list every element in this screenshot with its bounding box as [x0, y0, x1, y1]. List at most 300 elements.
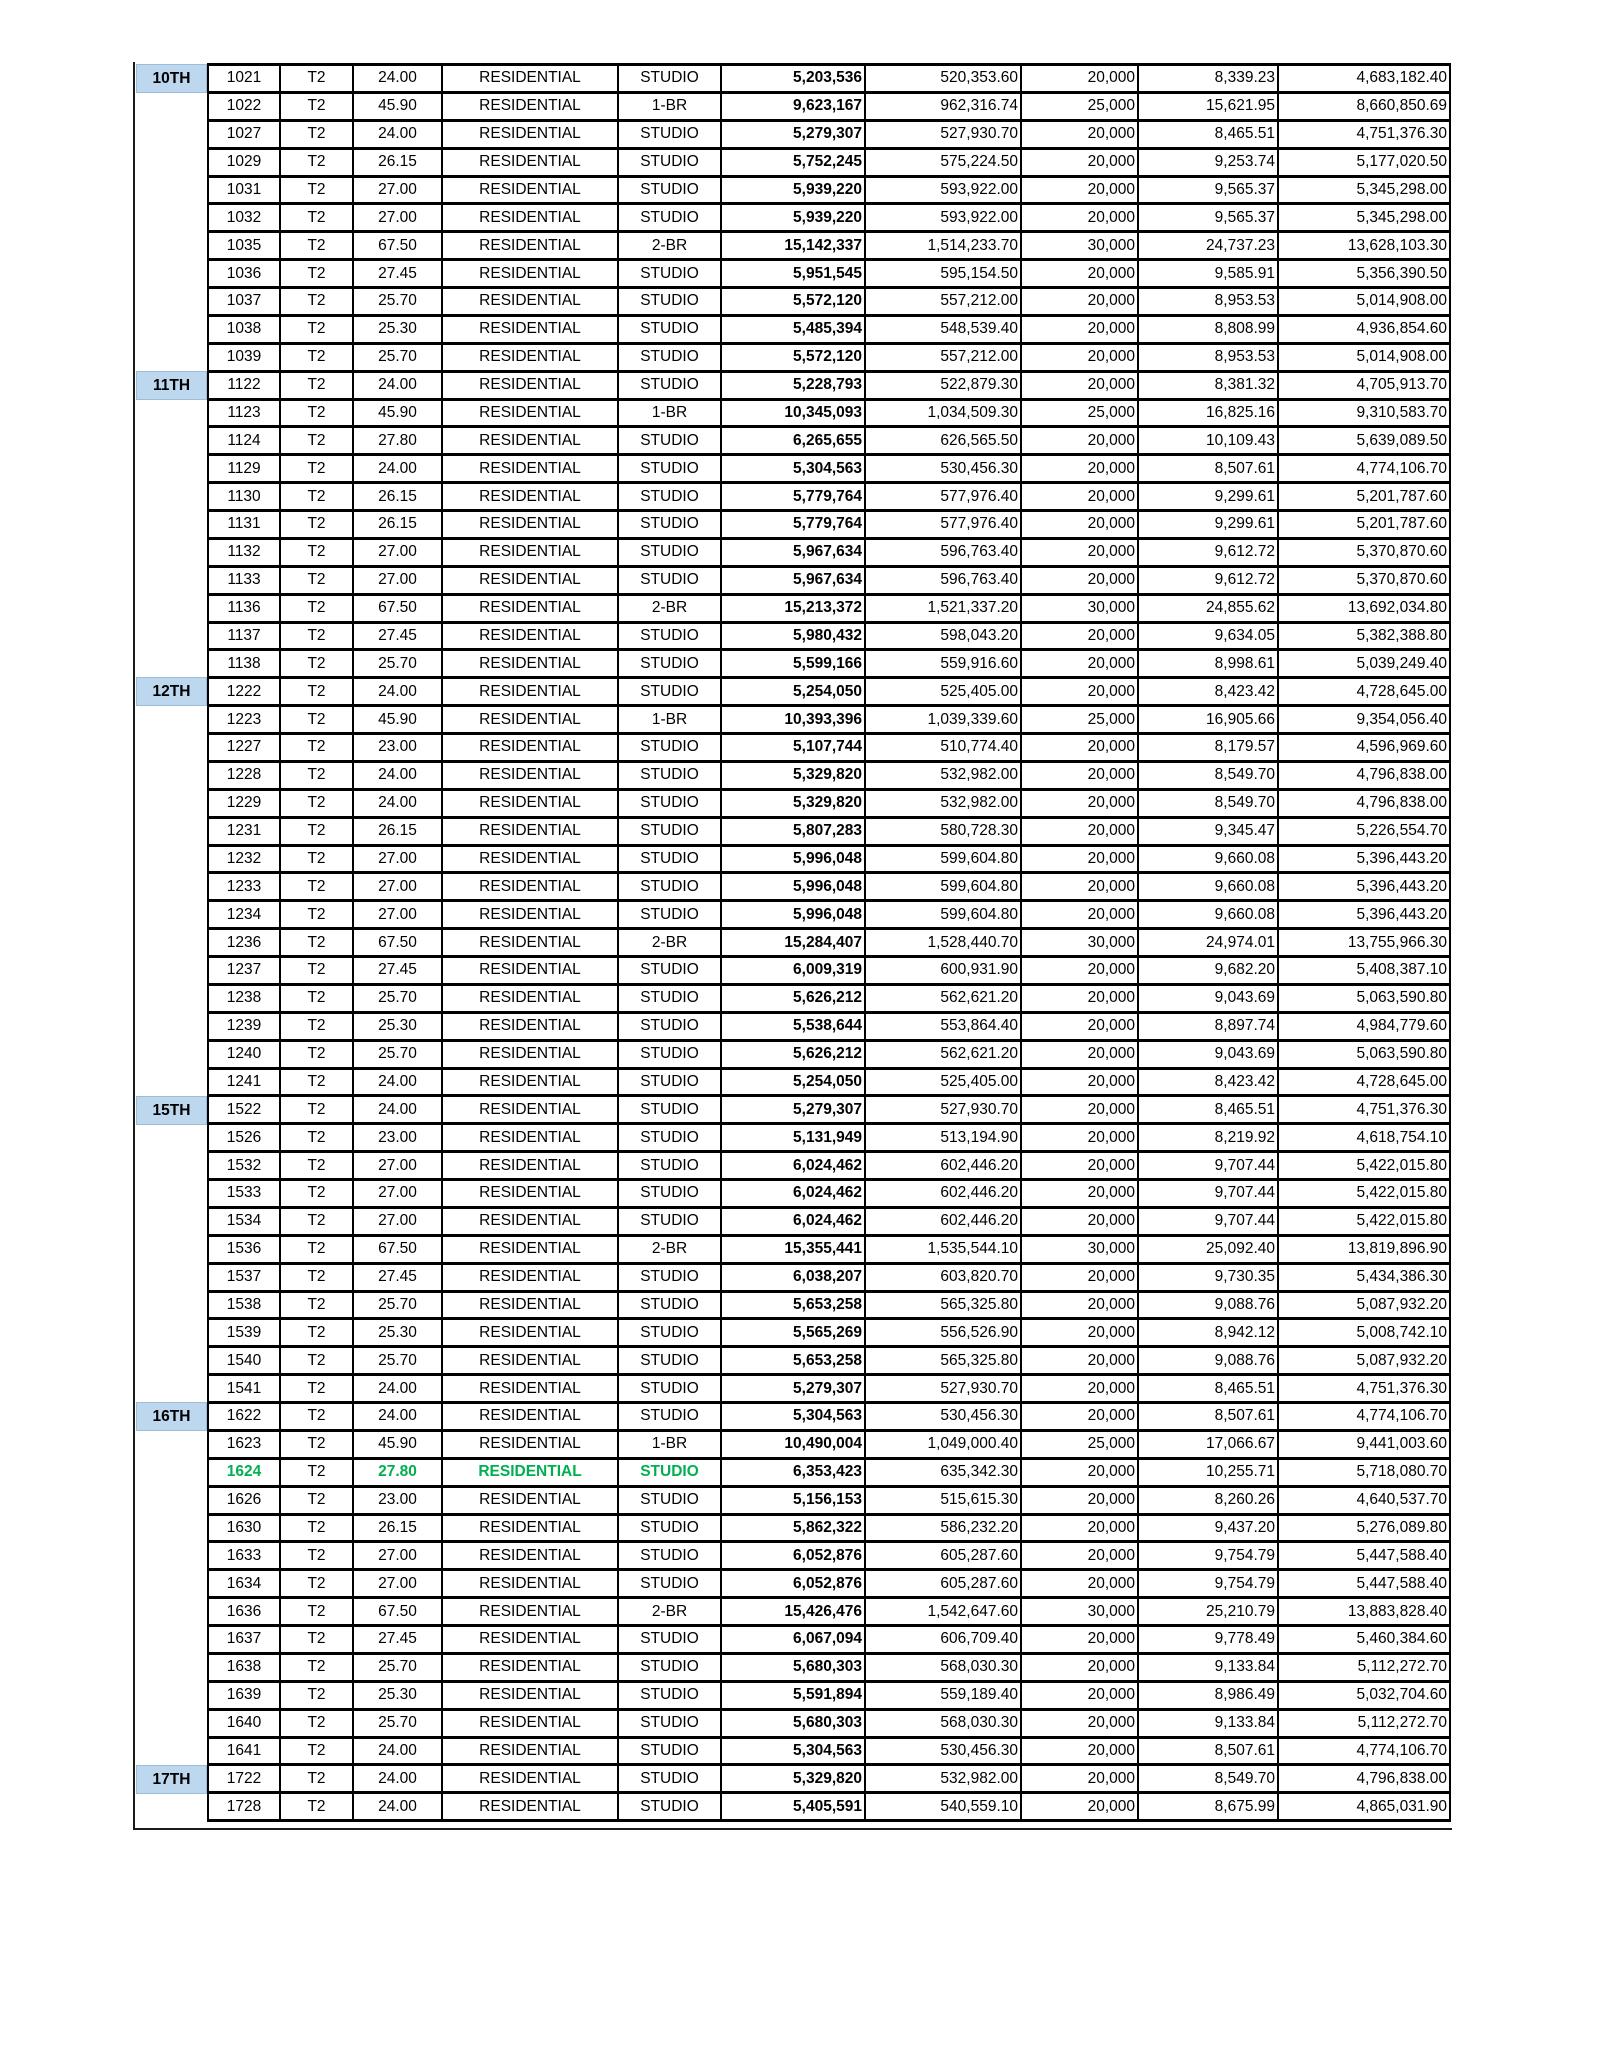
cell-type: T2 [280, 315, 353, 343]
cell-amount-2: 525,405.00 [865, 1068, 1021, 1096]
cell-amount-2: 559,916.60 [865, 650, 1021, 678]
cell-type: T2 [280, 1598, 353, 1626]
cell-amount-5: 4,751,376.30 [1278, 1096, 1450, 1124]
table-row [208, 1542, 1450, 1570]
cell-area: 25.30 [353, 1012, 442, 1040]
cell-amount-1: 10,345,093 [721, 399, 865, 427]
floor-label: 15TH [136, 1096, 207, 1125]
cell-unit: 1624 [208, 1458, 280, 1486]
cell-bedroom: STUDIO [618, 1709, 721, 1737]
cell-category: RESIDENTIAL [442, 1653, 618, 1681]
cell-unit: 1522 [208, 1096, 280, 1124]
cell-amount-4: 9,565.37 [1138, 176, 1278, 204]
cell-amount-2: 626,565.50 [865, 427, 1021, 455]
cell-bedroom: STUDIO [618, 817, 721, 845]
cell-amount-1: 5,405,591 [721, 1793, 865, 1821]
cell-amount-4: 9,707.44 [1138, 1180, 1278, 1208]
cell-unit: 1239 [208, 1012, 280, 1040]
cell-type: T2 [280, 1263, 353, 1291]
cell-amount-1: 5,951,545 [721, 260, 865, 288]
cell-amount-4: 8,260.26 [1138, 1486, 1278, 1514]
table-row [208, 483, 1450, 511]
cell-unit: 1237 [208, 957, 280, 985]
cell-type: T2 [280, 1430, 353, 1458]
table-row [208, 371, 1450, 399]
cell-amount-2: 595,154.50 [865, 260, 1021, 288]
cell-amount-1: 5,329,820 [721, 761, 865, 789]
cell-amount-2: 599,604.80 [865, 901, 1021, 929]
cell-amount-1: 5,156,153 [721, 1486, 865, 1514]
cell-amount-1: 5,626,212 [721, 984, 865, 1012]
cell-bedroom: STUDIO [618, 1737, 721, 1765]
cell-amount-4: 8,179.57 [1138, 734, 1278, 762]
cell-amount-2: 962,316.74 [865, 92, 1021, 120]
cell-area: 25.70 [353, 343, 442, 371]
floor-label: 11TH [136, 371, 207, 400]
cell-amount-4: 24,855.62 [1138, 594, 1278, 622]
cell-bedroom: STUDIO [618, 1207, 721, 1235]
cell-unit: 1639 [208, 1681, 280, 1709]
cell-amount-3: 20,000 [1021, 1040, 1138, 1068]
cell-category: RESIDENTIAL [442, 1598, 618, 1626]
cell-amount-5: 5,370,870.60 [1278, 566, 1450, 594]
cell-type: T2 [280, 1626, 353, 1654]
cell-area: 25.70 [353, 1291, 442, 1319]
cell-amount-1: 9,623,167 [721, 92, 865, 120]
table-row [208, 1180, 1450, 1208]
cell-amount-5: 4,796,838.00 [1278, 1765, 1450, 1793]
cell-amount-4: 8,465.51 [1138, 120, 1278, 148]
table-row [208, 1403, 1450, 1431]
cell-unit: 1032 [208, 204, 280, 232]
cell-amount-4: 9,133.84 [1138, 1709, 1278, 1737]
unit-pricing-table [207, 63, 1451, 1822]
cell-type: T2 [280, 789, 353, 817]
cell-bedroom: STUDIO [618, 873, 721, 901]
cell-amount-3: 20,000 [1021, 511, 1138, 539]
table-row [208, 1375, 1450, 1403]
cell-amount-4: 25,092.40 [1138, 1235, 1278, 1263]
cell-unit: 1037 [208, 288, 280, 316]
cell-type: T2 [280, 622, 353, 650]
cell-amount-1: 5,967,634 [721, 566, 865, 594]
cell-type: T2 [280, 873, 353, 901]
table-row [208, 734, 1450, 762]
table-row [208, 761, 1450, 789]
cell-amount-1: 5,779,764 [721, 483, 865, 511]
cell-amount-5: 4,728,645.00 [1278, 678, 1450, 706]
table-row [208, 176, 1450, 204]
cell-area: 23.00 [353, 1486, 442, 1514]
cell-amount-2: 548,539.40 [865, 315, 1021, 343]
table-row [208, 260, 1450, 288]
cell-category: RESIDENTIAL [442, 483, 618, 511]
cell-bedroom: STUDIO [618, 1486, 721, 1514]
cell-amount-3: 20,000 [1021, 1291, 1138, 1319]
table-row [208, 901, 1450, 929]
cell-amount-2: 1,521,337.20 [865, 594, 1021, 622]
cell-area: 27.45 [353, 260, 442, 288]
cell-type: T2 [280, 260, 353, 288]
cell-amount-2: 532,982.00 [865, 1765, 1021, 1793]
cell-bedroom: STUDIO [618, 1458, 721, 1486]
cell-amount-4: 9,565.37 [1138, 204, 1278, 232]
cell-area: 24.00 [353, 1096, 442, 1124]
cell-category: RESIDENTIAL [442, 427, 618, 455]
cell-amount-5: 5,087,932.20 [1278, 1347, 1450, 1375]
cell-amount-1: 6,052,876 [721, 1570, 865, 1598]
cell-amount-2: 520,353.60 [865, 65, 1021, 93]
table-row [208, 399, 1450, 427]
cell-area: 24.00 [353, 761, 442, 789]
cell-amount-3: 20,000 [1021, 176, 1138, 204]
cell-amount-3: 20,000 [1021, 1207, 1138, 1235]
cell-bedroom: STUDIO [618, 1681, 721, 1709]
table-row [208, 1709, 1450, 1737]
cell-category: RESIDENTIAL [442, 845, 618, 873]
cell-area: 27.00 [353, 1152, 442, 1180]
cell-amount-1: 5,254,050 [721, 1068, 865, 1096]
cell-amount-1: 5,572,120 [721, 288, 865, 316]
cell-amount-3: 20,000 [1021, 650, 1138, 678]
cell-amount-3: 20,000 [1021, 427, 1138, 455]
cell-type: T2 [280, 1458, 353, 1486]
cell-amount-3: 20,000 [1021, 1681, 1138, 1709]
cell-amount-5: 5,396,443.20 [1278, 845, 1450, 873]
cell-amount-3: 20,000 [1021, 1653, 1138, 1681]
cell-area: 67.50 [353, 232, 442, 260]
cell-amount-4: 8,507.61 [1138, 455, 1278, 483]
cell-unit: 1132 [208, 538, 280, 566]
cell-category: RESIDENTIAL [442, 1096, 618, 1124]
cell-amount-5: 5,447,588.40 [1278, 1542, 1450, 1570]
cell-unit: 1538 [208, 1291, 280, 1319]
cell-amount-3: 20,000 [1021, 1765, 1138, 1793]
cell-type: T2 [280, 817, 353, 845]
cell-bedroom: STUDIO [618, 901, 721, 929]
cell-category: RESIDENTIAL [442, 120, 618, 148]
cell-amount-3: 20,000 [1021, 1263, 1138, 1291]
cell-category: RESIDENTIAL [442, 1263, 618, 1291]
cell-category: RESIDENTIAL [442, 455, 618, 483]
cell-category: RESIDENTIAL [442, 734, 618, 762]
cell-amount-1: 5,254,050 [721, 678, 865, 706]
cell-amount-3: 20,000 [1021, 1542, 1138, 1570]
cell-amount-1: 5,329,820 [721, 1765, 865, 1793]
cell-amount-1: 5,228,793 [721, 371, 865, 399]
cell-area: 25.70 [353, 288, 442, 316]
cell-amount-5: 5,396,443.20 [1278, 901, 1450, 929]
cell-bedroom: STUDIO [618, 1263, 721, 1291]
cell-amount-3: 20,000 [1021, 343, 1138, 371]
cell-unit: 1022 [208, 92, 280, 120]
cell-type: T2 [280, 1096, 353, 1124]
cell-amount-5: 4,796,838.00 [1278, 761, 1450, 789]
cell-amount-2: 557,212.00 [865, 343, 1021, 371]
cell-amount-2: 1,034,509.30 [865, 399, 1021, 427]
cell-category: RESIDENTIAL [442, 315, 618, 343]
cell-amount-5: 8,660,850.69 [1278, 92, 1450, 120]
cell-amount-4: 8,998.61 [1138, 650, 1278, 678]
table-row [208, 1235, 1450, 1263]
cell-unit: 1622 [208, 1403, 280, 1431]
cell-amount-3: 30,000 [1021, 1598, 1138, 1626]
table-row [208, 1458, 1450, 1486]
cell-amount-1: 5,996,048 [721, 901, 865, 929]
cell-category: RESIDENTIAL [442, 511, 618, 539]
cell-amount-5: 5,639,089.50 [1278, 427, 1450, 455]
cell-bedroom: STUDIO [618, 204, 721, 232]
cell-category: RESIDENTIAL [442, 148, 618, 176]
cell-unit: 1136 [208, 594, 280, 622]
cell-category: RESIDENTIAL [442, 232, 618, 260]
cell-type: T2 [280, 1124, 353, 1152]
cell-bedroom: STUDIO [618, 1124, 721, 1152]
cell-amount-4: 9,660.08 [1138, 845, 1278, 873]
cell-amount-2: 565,325.80 [865, 1347, 1021, 1375]
cell-unit: 1222 [208, 678, 280, 706]
cell-category: RESIDENTIAL [442, 566, 618, 594]
cell-area: 26.15 [353, 817, 442, 845]
cell-amount-5: 4,865,031.90 [1278, 1793, 1450, 1821]
cell-amount-1: 5,131,949 [721, 1124, 865, 1152]
cell-type: T2 [280, 1375, 353, 1403]
cell-amount-4: 8,675.99 [1138, 1793, 1278, 1821]
cell-amount-4: 8,549.70 [1138, 1765, 1278, 1793]
cell-amount-4: 10,109.43 [1138, 427, 1278, 455]
cell-category: RESIDENTIAL [442, 817, 618, 845]
table-row [208, 1653, 1450, 1681]
floor-label: 12TH [136, 677, 207, 706]
cell-unit: 1039 [208, 343, 280, 371]
cell-amount-2: 599,604.80 [865, 845, 1021, 873]
cell-type: T2 [280, 1152, 353, 1180]
cell-bedroom: STUDIO [618, 789, 721, 817]
cell-amount-5: 5,039,249.40 [1278, 650, 1450, 678]
cell-category: RESIDENTIAL [442, 594, 618, 622]
cell-amount-4: 8,465.51 [1138, 1375, 1278, 1403]
cell-amount-5: 5,008,742.10 [1278, 1319, 1450, 1347]
cell-amount-5: 5,032,704.60 [1278, 1681, 1450, 1709]
cell-amount-1: 5,980,432 [721, 622, 865, 650]
cell-area: 45.90 [353, 706, 442, 734]
cell-amount-1: 5,304,563 [721, 455, 865, 483]
cell-category: RESIDENTIAL [442, 1737, 618, 1765]
cell-amount-4: 8,897.74 [1138, 1012, 1278, 1040]
cell-type: T2 [280, 1653, 353, 1681]
cell-category: RESIDENTIAL [442, 873, 618, 901]
cell-unit: 1227 [208, 734, 280, 762]
cell-type: T2 [280, 399, 353, 427]
cell-amount-3: 20,000 [1021, 483, 1138, 511]
cell-amount-4: 25,210.79 [1138, 1598, 1278, 1626]
cell-amount-5: 5,201,787.60 [1278, 511, 1450, 539]
cell-amount-1: 15,355,441 [721, 1235, 865, 1263]
cell-unit: 1137 [208, 622, 280, 650]
table-row [208, 566, 1450, 594]
cell-amount-3: 20,000 [1021, 761, 1138, 789]
cell-unit: 1228 [208, 761, 280, 789]
cell-type: T2 [280, 1235, 353, 1263]
cell-amount-4: 8,507.61 [1138, 1403, 1278, 1431]
table-row [208, 1319, 1450, 1347]
cell-amount-3: 20,000 [1021, 1514, 1138, 1542]
cell-amount-1: 5,680,303 [721, 1709, 865, 1737]
cell-bedroom: STUDIO [618, 455, 721, 483]
cell-area: 27.80 [353, 427, 442, 455]
cell-category: RESIDENTIAL [442, 789, 618, 817]
cell-unit: 1540 [208, 1347, 280, 1375]
cell-unit: 1231 [208, 817, 280, 845]
cell-amount-4: 8,942.12 [1138, 1319, 1278, 1347]
cell-category: RESIDENTIAL [442, 1626, 618, 1654]
cell-amount-3: 20,000 [1021, 984, 1138, 1012]
cell-area: 27.00 [353, 204, 442, 232]
cell-area: 24.00 [353, 455, 442, 483]
cell-amount-2: 568,030.30 [865, 1653, 1021, 1681]
cell-amount-4: 8,549.70 [1138, 761, 1278, 789]
cell-area: 24.00 [353, 1375, 442, 1403]
cell-amount-3: 20,000 [1021, 1737, 1138, 1765]
cell-bedroom: STUDIO [618, 1793, 721, 1821]
cell-bedroom: STUDIO [618, 1542, 721, 1570]
cell-area: 24.00 [353, 1765, 442, 1793]
table-row [208, 1598, 1450, 1626]
cell-area: 24.00 [353, 1068, 442, 1096]
cell-category: RESIDENTIAL [442, 1319, 618, 1347]
cell-type: T2 [280, 678, 353, 706]
cell-amount-5: 13,819,896.90 [1278, 1235, 1450, 1263]
cell-bedroom: STUDIO [618, 343, 721, 371]
cell-amount-2: 532,982.00 [865, 761, 1021, 789]
cell-amount-4: 9,754.79 [1138, 1542, 1278, 1570]
cell-amount-4: 8,219.92 [1138, 1124, 1278, 1152]
cell-bedroom: STUDIO [618, 1012, 721, 1040]
cell-type: T2 [280, 1403, 353, 1431]
cell-amount-4: 9,043.69 [1138, 1040, 1278, 1068]
cell-amount-1: 15,142,337 [721, 232, 865, 260]
cell-unit: 1038 [208, 315, 280, 343]
cell-bedroom: STUDIO [618, 1653, 721, 1681]
cell-amount-2: 1,535,544.10 [865, 1235, 1021, 1263]
cell-area: 23.00 [353, 734, 442, 762]
cell-amount-3: 20,000 [1021, 1570, 1138, 1598]
cell-type: T2 [280, 761, 353, 789]
cell-unit: 1122 [208, 371, 280, 399]
cell-amount-4: 9,707.44 [1138, 1207, 1278, 1235]
cell-amount-1: 6,024,462 [721, 1180, 865, 1208]
cell-unit: 1035 [208, 232, 280, 260]
cell-amount-5: 4,596,969.60 [1278, 734, 1450, 762]
cell-amount-4: 9,612.72 [1138, 566, 1278, 594]
cell-amount-4: 8,953.53 [1138, 288, 1278, 316]
cell-amount-3: 20,000 [1021, 734, 1138, 762]
cell-amount-1: 5,485,394 [721, 315, 865, 343]
cell-amount-1: 6,067,094 [721, 1626, 865, 1654]
cell-amount-3: 20,000 [1021, 1458, 1138, 1486]
cell-area: 24.00 [353, 371, 442, 399]
cell-area: 24.00 [353, 789, 442, 817]
cell-bedroom: STUDIO [618, 511, 721, 539]
cell-amount-5: 4,751,376.30 [1278, 1375, 1450, 1403]
cell-type: T2 [280, 706, 353, 734]
cell-unit: 1229 [208, 789, 280, 817]
cell-amount-2: 599,604.80 [865, 873, 1021, 901]
cell-amount-3: 20,000 [1021, 538, 1138, 566]
cell-amount-2: 568,030.30 [865, 1709, 1021, 1737]
cell-amount-4: 9,299.61 [1138, 483, 1278, 511]
cell-category: RESIDENTIAL [442, 1514, 618, 1542]
cell-type: T2 [280, 511, 353, 539]
cell-type: T2 [280, 120, 353, 148]
cell-area: 27.00 [353, 1542, 442, 1570]
cell-category: RESIDENTIAL [442, 1068, 618, 1096]
cell-amount-4: 9,585.91 [1138, 260, 1278, 288]
table-row [208, 1012, 1450, 1040]
cell-category: RESIDENTIAL [442, 1570, 618, 1598]
cell-area: 25.30 [353, 315, 442, 343]
cell-amount-1: 6,024,462 [721, 1152, 865, 1180]
cell-area: 24.00 [353, 678, 442, 706]
cell-category: RESIDENTIAL [442, 1180, 618, 1208]
cell-type: T2 [280, 984, 353, 1012]
cell-category: RESIDENTIAL [442, 1012, 618, 1040]
cell-area: 26.15 [353, 511, 442, 539]
cell-bedroom: STUDIO [618, 1040, 721, 1068]
cell-amount-3: 30,000 [1021, 1235, 1138, 1263]
cell-type: T2 [280, 1681, 353, 1709]
cell-amount-3: 20,000 [1021, 873, 1138, 901]
table-row [208, 232, 1450, 260]
cell-amount-3: 20,000 [1021, 901, 1138, 929]
cell-amount-4: 9,253.74 [1138, 148, 1278, 176]
cell-amount-2: 527,930.70 [865, 1096, 1021, 1124]
cell-category: RESIDENTIAL [442, 92, 618, 120]
cell-amount-4: 9,682.20 [1138, 957, 1278, 985]
cell-amount-5: 5,014,908.00 [1278, 343, 1450, 371]
cell-category: RESIDENTIAL [442, 288, 618, 316]
cell-category: RESIDENTIAL [442, 1430, 618, 1458]
cell-amount-4: 9,660.08 [1138, 873, 1278, 901]
cell-amount-3: 20,000 [1021, 622, 1138, 650]
cell-amount-4: 8,423.42 [1138, 678, 1278, 706]
cell-unit: 1232 [208, 845, 280, 873]
cell-amount-4: 9,133.84 [1138, 1653, 1278, 1681]
table-row [208, 92, 1450, 120]
cell-amount-5: 5,447,588.40 [1278, 1570, 1450, 1598]
cell-bedroom: STUDIO [618, 984, 721, 1012]
cell-area: 27.80 [353, 1458, 442, 1486]
cell-amount-4: 24,737.23 [1138, 232, 1278, 260]
cell-bedroom: 2-BR [618, 1598, 721, 1626]
cell-area: 26.15 [353, 483, 442, 511]
cell-amount-1: 5,538,644 [721, 1012, 865, 1040]
floor-label: 17TH [136, 1765, 207, 1794]
table-row [208, 1765, 1450, 1793]
cell-type: T2 [280, 845, 353, 873]
cell-bedroom: STUDIO [618, 65, 721, 93]
cell-type: T2 [280, 1486, 353, 1514]
cell-type: T2 [280, 1514, 353, 1542]
bottom-gridline [133, 1828, 1452, 1830]
cell-amount-4: 8,339.23 [1138, 65, 1278, 93]
cell-unit: 1129 [208, 455, 280, 483]
cell-bedroom: 2-BR [618, 232, 721, 260]
cell-amount-2: 600,931.90 [865, 957, 1021, 985]
cell-amount-1: 5,680,303 [721, 1653, 865, 1681]
cell-type: T2 [280, 204, 353, 232]
table-row [208, 873, 1450, 901]
